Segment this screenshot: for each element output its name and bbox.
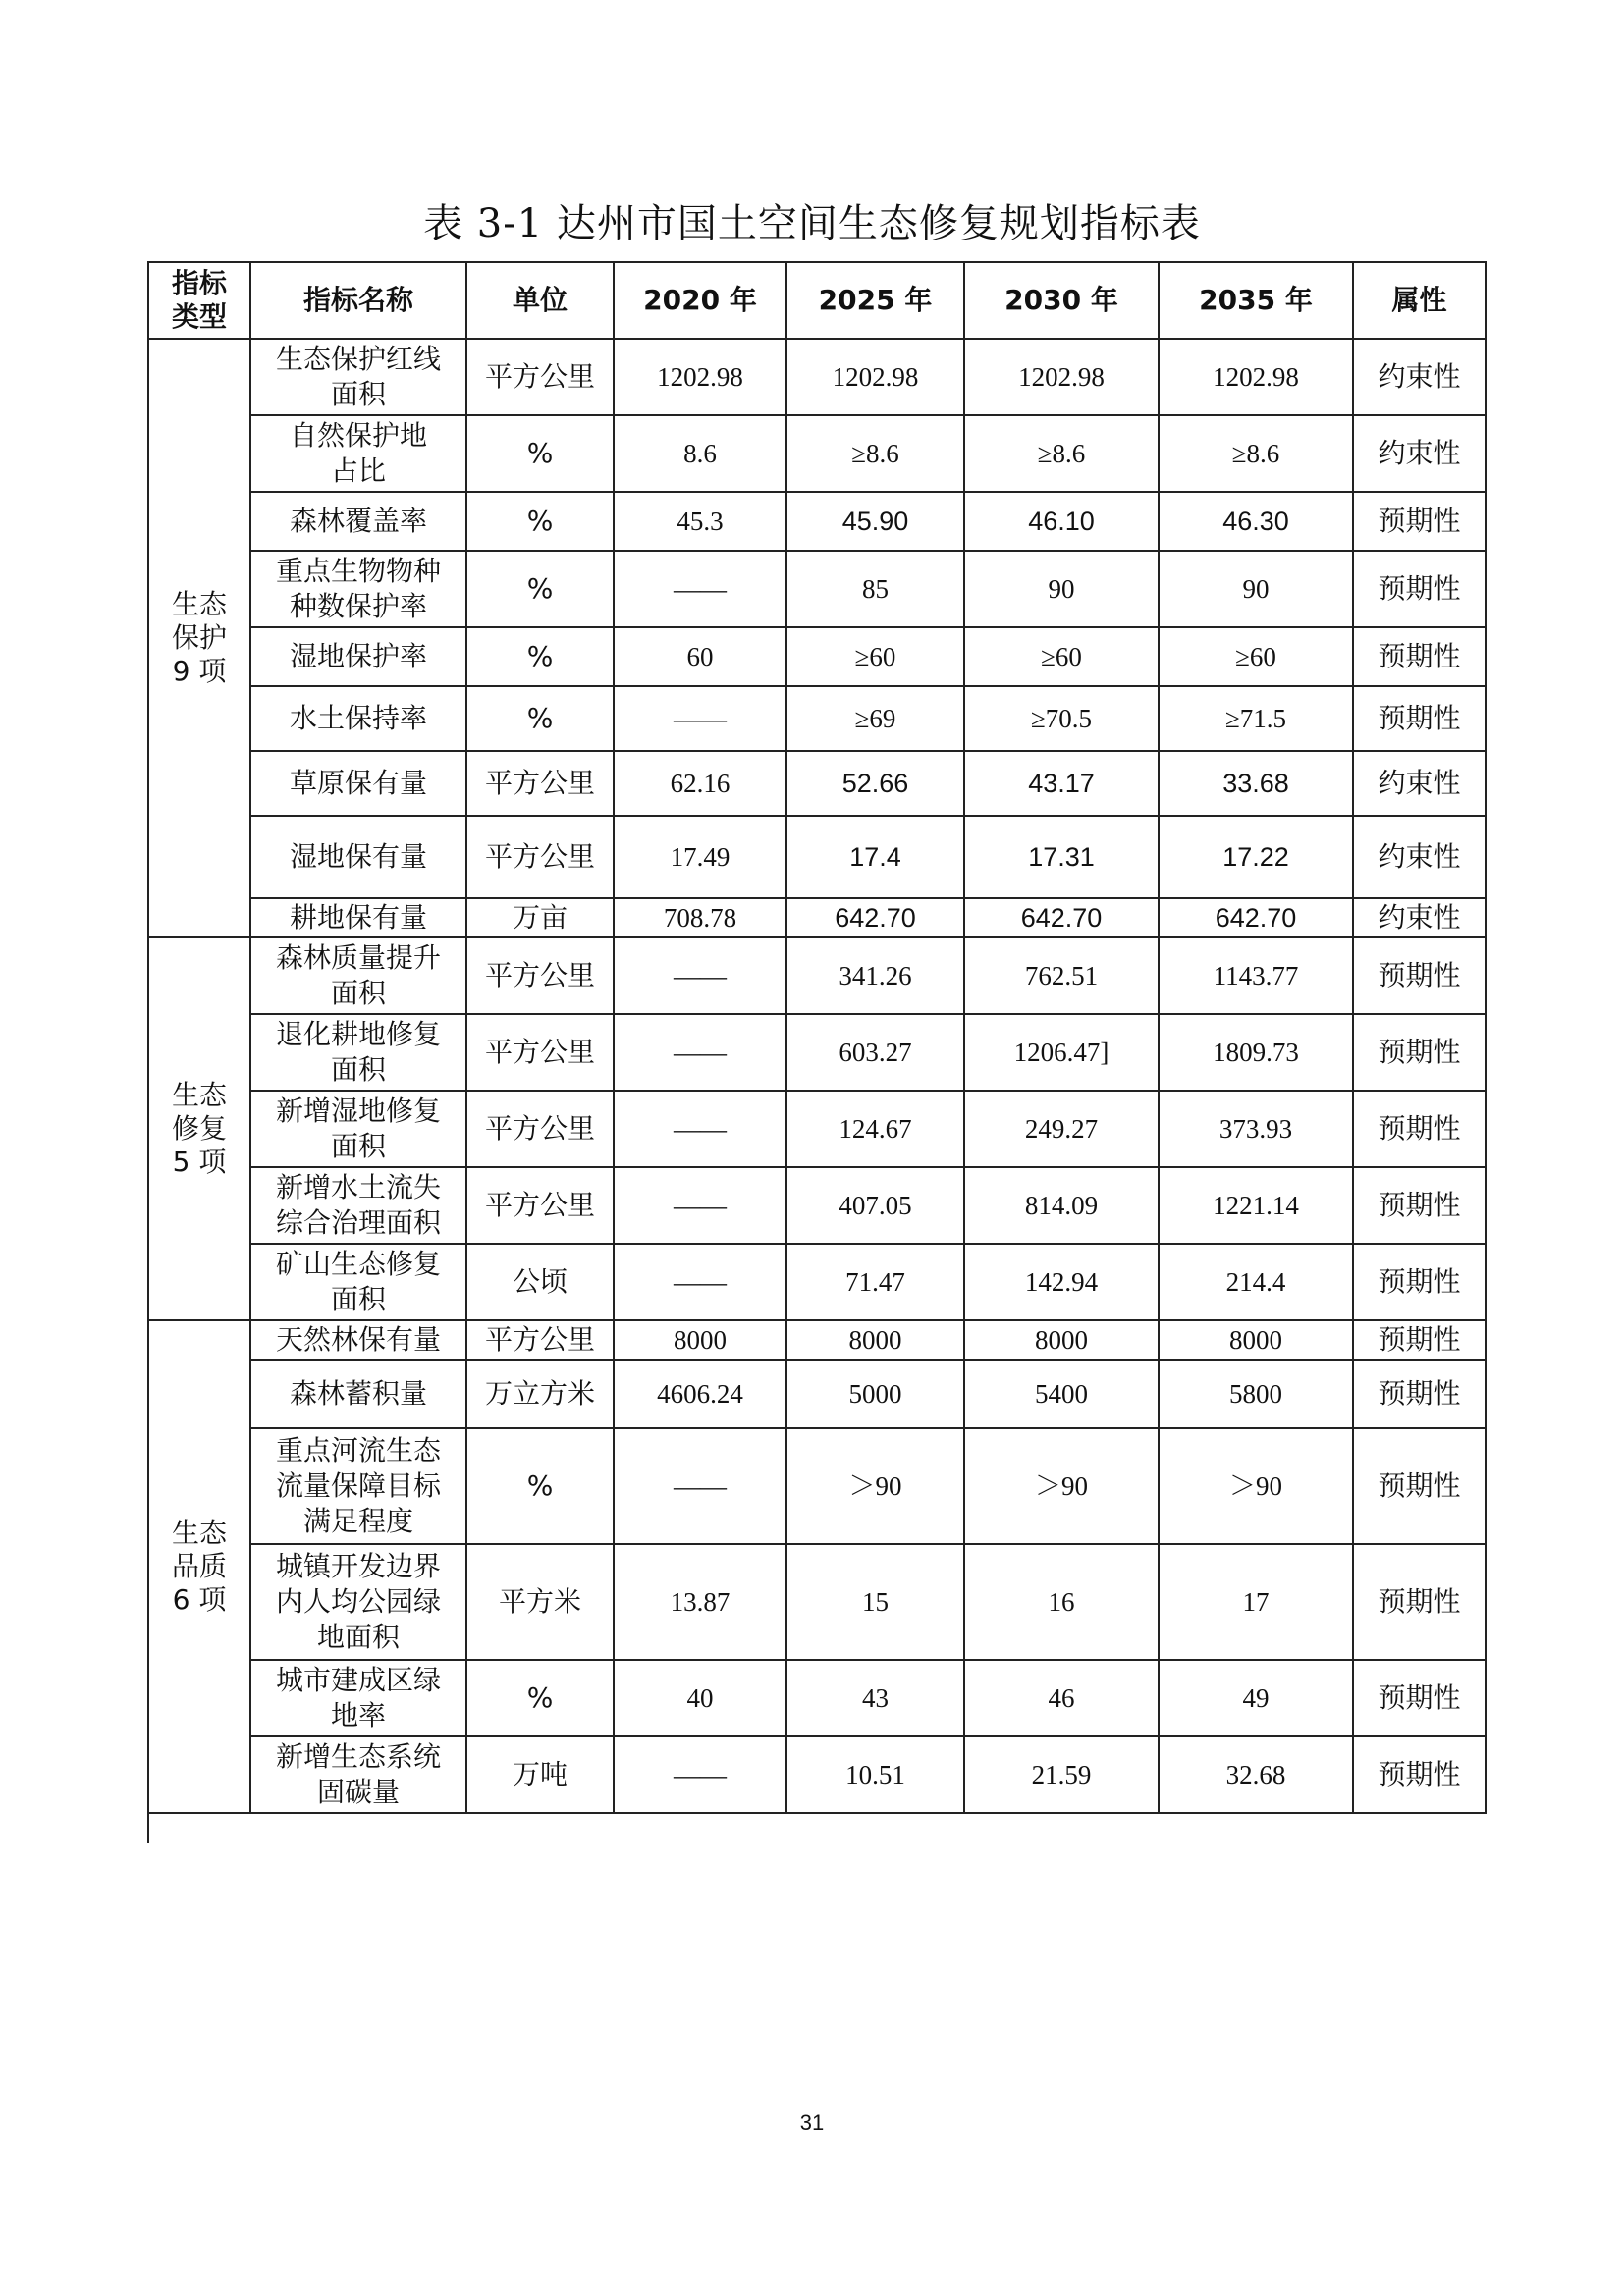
indicator-name-cell: 退化耕地修复 面积 xyxy=(250,1014,466,1091)
value-2030-cell: 90 xyxy=(964,551,1159,627)
value-2035-cell: 90 xyxy=(1159,551,1353,627)
table-row xyxy=(148,627,1486,686)
value-2025-cell: 45.90 xyxy=(786,492,964,551)
value-2030-cell: 1202.98 xyxy=(964,339,1159,415)
value-2025-cell: 603.27 xyxy=(786,1014,964,1091)
value-2035-cell: 17.22 xyxy=(1159,816,1353,898)
value-2035-cell: 214.4 xyxy=(1159,1244,1353,1320)
value-2020-cell: —— xyxy=(614,1167,786,1244)
value-2035-cell: 1221.14 xyxy=(1159,1167,1353,1244)
value-2020-cell: 62.16 xyxy=(614,751,786,816)
value-2020-cell: —— xyxy=(614,1091,786,1167)
value-2025-cell: ≥8.6 xyxy=(786,415,964,492)
header-2020: 2020 年 xyxy=(614,262,786,339)
header-property: 属性 xyxy=(1353,262,1486,339)
indicator-name-cell: 新增湿地修复 面积 xyxy=(250,1091,466,1167)
unit-cell: 公顷 xyxy=(466,1244,614,1320)
value-2025-cell: 642.70 xyxy=(786,898,964,937)
value-2025-cell: 124.67 xyxy=(786,1091,964,1167)
property-cell: 预期性 xyxy=(1353,1014,1486,1091)
value-2035-cell: ≥8.6 xyxy=(1159,415,1353,492)
header-2035: 2035 年 xyxy=(1159,262,1353,339)
table-row xyxy=(148,751,1486,816)
value-2035-cell: 5800 xyxy=(1159,1360,1353,1428)
unit-cell: % xyxy=(466,1428,614,1544)
value-2020-cell: —— xyxy=(614,1428,786,1544)
indicator-name-cell: 草原保有量 xyxy=(250,751,466,816)
indicator-name-cell: 森林覆盖率 xyxy=(250,492,466,551)
indicator-name-cell: 城镇开发边界 内人均公园绿 地面积 xyxy=(250,1544,466,1660)
indicator-name-cell: 新增水土流失 综合治理面积 xyxy=(250,1167,466,1244)
table-row xyxy=(148,686,1486,751)
category-cell: 生态 保护 9 项 xyxy=(148,339,250,937)
value-2030-cell: 762.51 xyxy=(964,937,1159,1014)
value-2035-cell: ≥71.5 xyxy=(1159,686,1353,751)
header-2030: 2030 年 xyxy=(964,262,1159,339)
value-2035-cell: 373.93 xyxy=(1159,1091,1353,1167)
value-2020-cell: —— xyxy=(614,551,786,627)
table-row xyxy=(148,1736,1486,1813)
page-number: 31 xyxy=(799,2110,825,2135)
indicator-name-cell: 城市建成区绿 地率 xyxy=(250,1660,466,1736)
indicator-name-cell: 新增生态系统 固碳量 xyxy=(250,1736,466,1813)
value-2030-cell: 642.70 xyxy=(964,898,1159,937)
unit-cell: % xyxy=(466,686,614,751)
property-cell: 约束性 xyxy=(1353,415,1486,492)
category-cell: 生态 品质 6 项 xyxy=(148,1320,250,1813)
value-2030-cell: 16 xyxy=(964,1544,1159,1660)
property-cell: 预期性 xyxy=(1353,1544,1486,1660)
table-row xyxy=(148,1544,1486,1660)
indicator-name-cell: 重点河流生态 流量保障目标 满足程度 xyxy=(250,1428,466,1544)
table-row xyxy=(148,1244,1486,1320)
value-2035-cell: 1202.98 xyxy=(1159,339,1353,415)
unit-cell: 平方公里 xyxy=(466,751,614,816)
property-cell: 预期性 xyxy=(1353,1736,1486,1813)
property-cell: 预期性 xyxy=(1353,1167,1486,1244)
unit-cell: 平方公里 xyxy=(466,1167,614,1244)
unit-cell: 万吨 xyxy=(466,1736,614,1813)
value-2025-cell: 8000 xyxy=(786,1320,964,1360)
property-cell: 预期性 xyxy=(1353,1091,1486,1167)
header-indicator-name: 指标名称 xyxy=(250,262,466,339)
value-2025-cell: ≥69 xyxy=(786,686,964,751)
indicator-table xyxy=(147,261,1487,1814)
unit-cell: 万立方米 xyxy=(466,1360,614,1428)
value-2030-cell: 249.27 xyxy=(964,1091,1159,1167)
value-2025-cell: 1202.98 xyxy=(786,339,964,415)
table-row xyxy=(148,898,1486,937)
property-cell: 预期性 xyxy=(1353,937,1486,1014)
table-row xyxy=(148,415,1486,492)
value-2025-cell: 52.66 xyxy=(786,751,964,816)
value-2030-cell: 5400 xyxy=(964,1360,1159,1428)
indicator-name-cell: 湿地保护率 xyxy=(250,627,466,686)
value-2020-cell: 4606.24 xyxy=(614,1360,786,1428)
value-2035-cell: ＞90 xyxy=(1159,1428,1353,1544)
value-2020-cell: 60 xyxy=(614,627,786,686)
value-2030-cell: 1206.47] xyxy=(964,1014,1159,1091)
property-cell: 预期性 xyxy=(1353,1320,1486,1360)
value-2020-cell: —— xyxy=(614,1736,786,1813)
table-row xyxy=(148,1320,1486,1360)
value-2035-cell: 46.30 xyxy=(1159,492,1353,551)
value-2035-cell: 49 xyxy=(1159,1660,1353,1736)
header-unit: 单位 xyxy=(466,262,614,339)
value-2030-cell: 8000 xyxy=(964,1320,1159,1360)
table-row xyxy=(148,1014,1486,1091)
unit-cell: 万亩 xyxy=(466,898,614,937)
table-row xyxy=(148,551,1486,627)
value-2020-cell: —— xyxy=(614,686,786,751)
value-2025-cell: 85 xyxy=(786,551,964,627)
indicator-name-cell: 森林质量提升 面积 xyxy=(250,937,466,1014)
table-body xyxy=(148,339,1486,1813)
value-2030-cell: 46.10 xyxy=(964,492,1159,551)
table-row xyxy=(148,492,1486,551)
value-2030-cell: 17.31 xyxy=(964,816,1159,898)
value-2020-cell: —— xyxy=(614,937,786,1014)
property-cell: 预期性 xyxy=(1353,627,1486,686)
value-2030-cell: 142.94 xyxy=(964,1244,1159,1320)
value-2020-cell: 17.49 xyxy=(614,816,786,898)
value-2025-cell: 10.51 xyxy=(786,1736,964,1813)
value-2025-cell: 71.47 xyxy=(786,1244,964,1320)
unit-cell: 平方公里 xyxy=(466,937,614,1014)
unit-cell: 平方公里 xyxy=(466,1320,614,1360)
table-title: 表 3-1 达州市国土空间生态修复规划指标表 xyxy=(423,201,1201,246)
indicator-name-cell: 湿地保有量 xyxy=(250,816,466,898)
table-row xyxy=(148,1091,1486,1167)
value-2020-cell: 8000 xyxy=(614,1320,786,1360)
indicator-name-cell: 生态保护红线 面积 xyxy=(250,339,466,415)
property-cell: 约束性 xyxy=(1353,751,1486,816)
unit-cell: % xyxy=(466,415,614,492)
property-cell: 约束性 xyxy=(1353,816,1486,898)
property-cell: 约束性 xyxy=(1353,339,1486,415)
unit-cell: % xyxy=(466,551,614,627)
table-row xyxy=(148,1167,1486,1244)
property-cell: 预期性 xyxy=(1353,551,1486,627)
value-2030-cell: ≥70.5 xyxy=(964,686,1159,751)
value-2025-cell: 17.4 xyxy=(786,816,964,898)
header-category: 指标 类型 xyxy=(148,262,250,339)
value-2035-cell: ≥60 xyxy=(1159,627,1353,686)
indicator-name-cell: 天然林保有量 xyxy=(250,1320,466,1360)
unit-cell: % xyxy=(466,627,614,686)
table-row xyxy=(148,1360,1486,1428)
value-2020-cell: 8.6 xyxy=(614,415,786,492)
value-2020-cell: —— xyxy=(614,1244,786,1320)
indicator-name-cell: 耕地保有量 xyxy=(250,898,466,937)
property-cell: 预期性 xyxy=(1353,1244,1486,1320)
unit-cell: 平方公里 xyxy=(466,816,614,898)
text-cursor xyxy=(147,1804,149,1843)
value-2030-cell: 46 xyxy=(964,1660,1159,1736)
table-header-row xyxy=(148,262,1486,339)
value-2025-cell: 5000 xyxy=(786,1360,964,1428)
property-cell: 预期性 xyxy=(1353,1660,1486,1736)
value-2020-cell: 45.3 xyxy=(614,492,786,551)
value-2030-cell: ≥60 xyxy=(964,627,1159,686)
value-2035-cell: 1143.77 xyxy=(1159,937,1353,1014)
unit-cell: % xyxy=(466,1660,614,1736)
property-cell: 预期性 xyxy=(1353,1360,1486,1428)
value-2020-cell: —— xyxy=(614,1014,786,1091)
indicator-name-cell: 矿山生态修复 面积 xyxy=(250,1244,466,1320)
property-cell: 预期性 xyxy=(1353,686,1486,751)
property-cell: 约束性 xyxy=(1353,898,1486,937)
value-2030-cell: 814.09 xyxy=(964,1167,1159,1244)
header-2025: 2025 年 xyxy=(786,262,964,339)
unit-cell: 平方米 xyxy=(466,1544,614,1660)
indicator-name-cell: 自然保护地 占比 xyxy=(250,415,466,492)
value-2035-cell: 33.68 xyxy=(1159,751,1353,816)
value-2035-cell: 1809.73 xyxy=(1159,1014,1353,1091)
value-2025-cell: 15 xyxy=(786,1544,964,1660)
value-2025-cell: ＞90 xyxy=(786,1428,964,1544)
value-2020-cell: 708.78 xyxy=(614,898,786,937)
value-2025-cell: 43 xyxy=(786,1660,964,1736)
table-row xyxy=(148,937,1486,1014)
value-2025-cell: 341.26 xyxy=(786,937,964,1014)
value-2020-cell: 1202.98 xyxy=(614,339,786,415)
unit-cell: % xyxy=(466,492,614,551)
table-row xyxy=(148,1428,1486,1544)
unit-cell: 平方公里 xyxy=(466,1014,614,1091)
value-2035-cell: 8000 xyxy=(1159,1320,1353,1360)
property-cell: 预期性 xyxy=(1353,492,1486,551)
table-row xyxy=(148,1660,1486,1736)
value-2035-cell: 642.70 xyxy=(1159,898,1353,937)
value-2030-cell: 21.59 xyxy=(964,1736,1159,1813)
value-2030-cell: 43.17 xyxy=(964,751,1159,816)
value-2030-cell: ≥8.6 xyxy=(964,415,1159,492)
property-cell: 预期性 xyxy=(1353,1428,1486,1544)
indicator-name-cell: 森林蓄积量 xyxy=(250,1360,466,1428)
unit-cell: 平方公里 xyxy=(466,1091,614,1167)
category-cell: 生态 修复 5 项 xyxy=(148,937,250,1320)
indicator-name-cell: 水土保持率 xyxy=(250,686,466,751)
table-row xyxy=(148,339,1486,415)
value-2030-cell: ＞90 xyxy=(964,1428,1159,1544)
value-2035-cell: 17 xyxy=(1159,1544,1353,1660)
value-2035-cell: 32.68 xyxy=(1159,1736,1353,1813)
indicator-name-cell: 重点生物物种 种数保护率 xyxy=(250,551,466,627)
value-2020-cell: 13.87 xyxy=(614,1544,786,1660)
table-row xyxy=(148,816,1486,898)
value-2025-cell: 407.05 xyxy=(786,1167,964,1244)
unit-cell: 平方公里 xyxy=(466,339,614,415)
value-2020-cell: 40 xyxy=(614,1660,786,1736)
value-2025-cell: ≥60 xyxy=(786,627,964,686)
